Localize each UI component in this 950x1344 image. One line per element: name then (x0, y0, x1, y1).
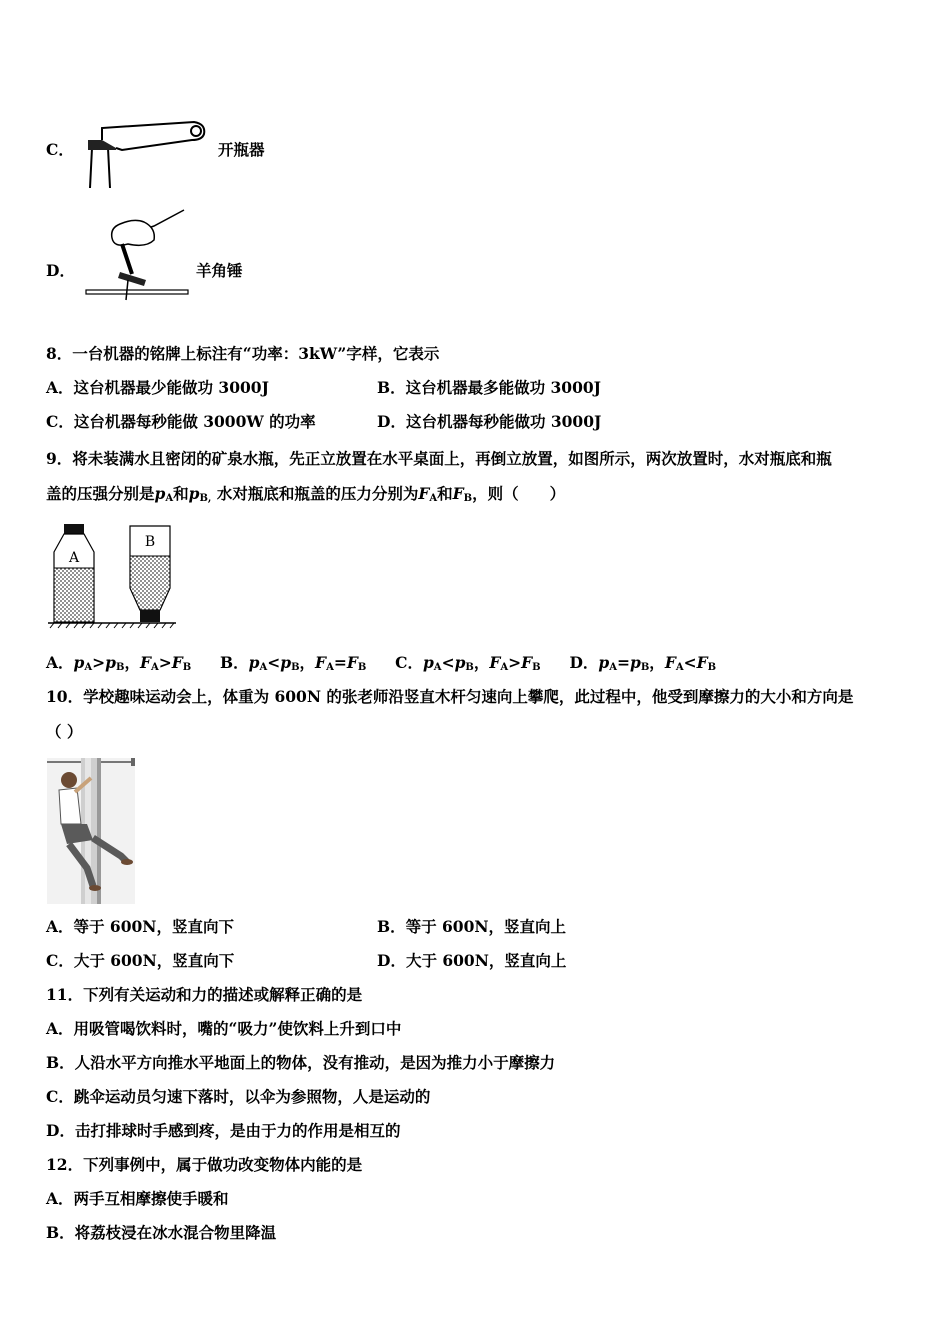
q8-option-c: C．这台机器每秒能做 3000W 的功率 (46, 412, 316, 431)
q11-option-b: B．人沿水平方向推水平地面上的物体，没有推动，是因为推力小于摩擦力 (46, 1053, 556, 1072)
q12-stem: 12．下列事例中，属于做功改变物体内能的是 (46, 1155, 363, 1174)
q10-option-a: A．等于 600N，竖直向下 (46, 917, 234, 936)
claw-hammer-figure (84, 208, 194, 304)
q12-option-a: A．两手互相摩擦使手暖和 (46, 1189, 229, 1208)
q11-option-c: C．跳伞运动员匀速下落时，以伞为参照物，人是运动的 (46, 1087, 431, 1106)
q10-stem-line2: （ ） (46, 722, 83, 741)
q9-option-d: D．$p_A=p_B$，$F_A<F_B$ (569, 653, 717, 673)
bottle-opener-figure (82, 118, 212, 190)
q10-option-c: C．大于 600N，竖直向下 (46, 951, 235, 970)
q10-option-d: D．大于 600N，竖直向上 (377, 951, 567, 970)
q9-option-a: A．$p_A>p_B$，$F_A>F_B$ (46, 653, 192, 673)
q8-option-b: B．这台机器最多能做功 3000J (377, 378, 601, 397)
bottle-a-label: A (68, 550, 80, 566)
q8-option-a: A．这台机器最少能做功 3000J (46, 378, 269, 397)
q9-stem-line1: 9．将未装满水且密闭的矿泉水瓶，先正立放置在水平桌面上，再倒立放置，如图所示，两次放置时，水对瓶底和瓶 (46, 449, 832, 468)
bottle-b (130, 526, 170, 622)
q12-option-b: B．将荔枝浸在冰水混合物里降温 (46, 1223, 277, 1242)
q9-options (46, 653, 716, 678)
q11-option-a: A．用吸管喝饮料时，嘴的“吸力”使饮料上升到口中 (46, 1019, 402, 1038)
q7-option-d-caption: 羊角锤 (196, 261, 243, 280)
q11-option-d: D．击打排球时手感到疼，是由于力的作用是相互的 (46, 1121, 401, 1140)
bottle-a (54, 524, 94, 622)
q10-stem-line1: 10．学校趣味运动会上，体重为 600N 的张老师沿竖直木杆匀速向上攀爬，此过程中，他受到摩擦力的大小和方向是 (46, 687, 854, 706)
q8-stem: 8．一台机器的铭牌上标注有“功率：3kW”字样，它表示 (46, 344, 440, 363)
q7-option-c-caption: 开瓶器 (218, 140, 265, 159)
bottle-b-label: B (144, 534, 156, 550)
bottles-figure (46, 522, 181, 630)
q9-option-b: B．$p_A<p_B$，$F_A=F_B$ (220, 653, 367, 673)
pole-climber-photo (47, 758, 135, 904)
q9-stem-line2: 盖的压强分别是$p_A$和$p_{B,}$ 水对瓶底和瓶盖的压力分别为$F_A$和$F_B$，则（ ） (46, 484, 566, 504)
q7-option-d-letter: D． (46, 261, 75, 280)
q11-stem: 11．下列有关运动和力的描述或解释正确的是 (46, 985, 363, 1004)
q8-option-d: D．这台机器每秒能做功 3000J (377, 412, 602, 431)
q7-option-c-letter: C． (46, 140, 74, 159)
q10-option-b: B．等于 600N，竖直向上 (377, 917, 567, 936)
q9-option-c: C．$p_A<p_B$，$F_A>F_B$ (395, 653, 541, 673)
